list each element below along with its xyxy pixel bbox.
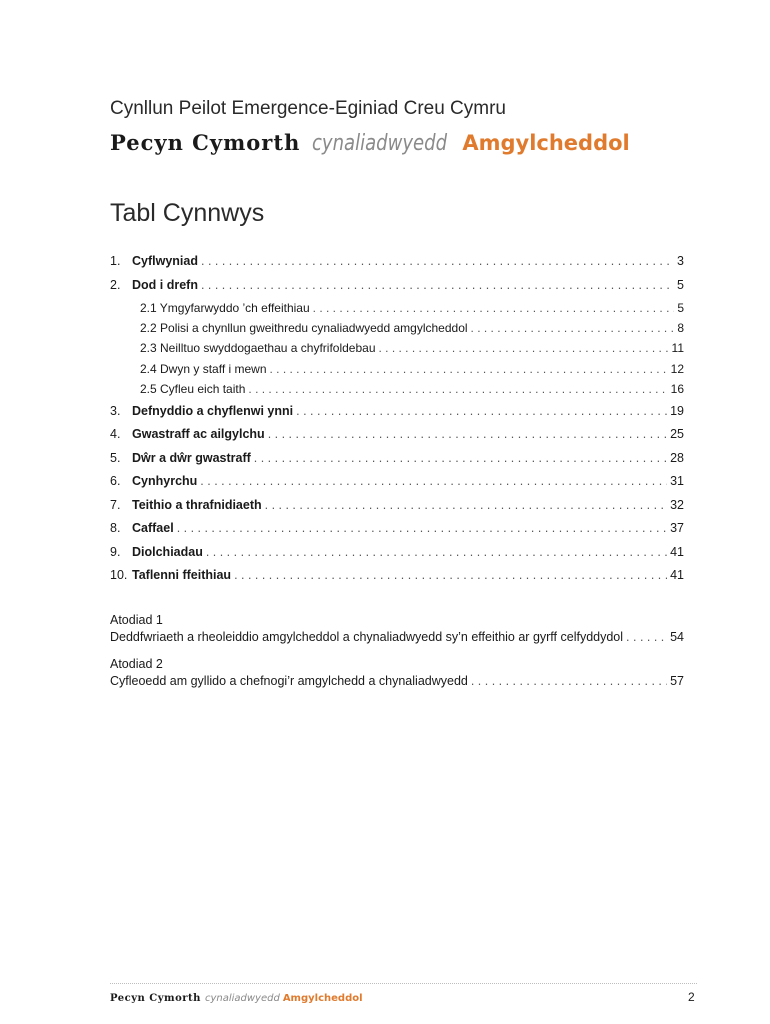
- toc-entry-number: 9.: [110, 544, 121, 559]
- footer-divider: [110, 983, 697, 984]
- toc-leader: [177, 521, 667, 535]
- toc-leader: [206, 545, 667, 559]
- toc-entry-label: Defnyddio a chyflenwi ynni: [132, 403, 294, 418]
- toc-leader: [201, 278, 674, 292]
- toc-entry[interactable]: [110, 404, 684, 428]
- appendix-heading: Atodiad 2: [110, 657, 163, 671]
- toc-entry-page: 19: [670, 403, 684, 418]
- toc-entry[interactable]: [110, 451, 684, 475]
- appendix-page: 57: [670, 674, 684, 688]
- toc-entry-label: Taflenni ffeithiau: [132, 568, 232, 583]
- toc-entry-label: 2.5 Cyfleu eich taith: [140, 381, 246, 396]
- toc-entry-label: 2.1 Ymgyfarwyddo ’ch effeithiau: [140, 301, 310, 315]
- toc-subentry[interactable]: [110, 362, 684, 382]
- toc-leader: [201, 254, 674, 268]
- toc-entry[interactable]: [110, 427, 684, 451]
- brand-part-1: Pecyn Cymorth: [110, 130, 301, 155]
- toc-entry-number: 5.: [110, 450, 121, 465]
- toc-entry[interactable]: [110, 474, 684, 498]
- toc-entry[interactable]: [110, 545, 684, 569]
- brand-title: [110, 130, 630, 156]
- toc-entry[interactable]: [110, 278, 684, 302]
- appendix-label: Cyfleoedd am gyllido a chefnogi’r amgylchedd a chynaliadwyedd: [110, 674, 468, 688]
- toc-entry-label: Cyflwyniad: [132, 254, 198, 268]
- toc-leader: [254, 451, 667, 465]
- toc-leader: [296, 404, 667, 418]
- toc-entry-number: 10.: [110, 568, 128, 583]
- toc-entry-page: 41: [670, 544, 684, 559]
- toc-subentry[interactable]: [110, 301, 684, 321]
- toc-entry-number: 4.: [110, 427, 121, 442]
- toc-entry-label: 2.3 Neilltuo swyddogaethau a chyfrifoldebau: [140, 341, 376, 356]
- toc-entry-page: 3: [677, 254, 684, 268]
- toc-entry-label: Diolchiadau: [132, 544, 203, 559]
- toc-entry-page: 32: [670, 497, 684, 512]
- toc-entry-number: 1.: [110, 254, 121, 268]
- toc-title: Tabl Cynnwys: [110, 199, 265, 227]
- toc-entry-page: 8: [677, 321, 684, 336]
- toc-entry-label: Dod i drefn: [132, 277, 198, 292]
- toc-leader: [234, 568, 667, 582]
- toc-entry-label: Gwastraff ac ailgylchu: [132, 427, 265, 442]
- toc-entry-page: 37: [670, 521, 684, 536]
- toc-leader: [268, 427, 667, 441]
- toc-entry[interactable]: [110, 521, 684, 545]
- appendices: [110, 610, 684, 698]
- page-number: 2: [688, 990, 695, 1004]
- toc-entry-page: 41: [670, 568, 684, 583]
- toc-entry-page: 5: [677, 277, 684, 292]
- toc-leader: [270, 362, 668, 376]
- toc-entry-page: 25: [670, 427, 684, 442]
- toc-leader: [379, 341, 669, 355]
- toc-entry-page: 28: [670, 450, 684, 465]
- toc-entry-label: Dŵr a dŵr gwastraff: [132, 450, 251, 465]
- toc-subentry[interactable]: [110, 382, 684, 402]
- toc-entry-number: 6.: [110, 474, 121, 489]
- toc-subentry[interactable]: [110, 341, 684, 361]
- toc-entry-page: 5: [677, 301, 684, 315]
- toc-entry-page: 16: [670, 381, 684, 396]
- toc-entry-label: 2.2 Polisi a chynllun gweithredu cynaliadwyedd amgylcheddol: [140, 321, 468, 336]
- toc-entry-label: Caffael: [132, 521, 174, 536]
- document-subtitle: Cynllun Peilot Emergence-Eginiad Creu Cymru: [110, 98, 507, 119]
- appendix-heading: Atodiad 1: [110, 613, 163, 627]
- appendix-entry[interactable]: [110, 674, 684, 698]
- brand-part-3: Amgylcheddol: [462, 131, 630, 155]
- toc-leader: [626, 630, 667, 644]
- toc-entry-page: 12: [670, 361, 684, 376]
- toc-entry-number: 2.: [110, 277, 121, 292]
- toc-leader: [313, 301, 675, 315]
- toc-entry-page: 11: [671, 341, 684, 356]
- toc-entry-number: 8.: [110, 521, 121, 536]
- toc-entry-label: Cynhyrchu: [132, 474, 198, 489]
- appendix-entry[interactable]: [110, 630, 684, 654]
- brand-part-2: cynaliadwyedd: [312, 131, 448, 156]
- footer-brand-part-1: Pecyn Cymorth: [110, 993, 201, 1004]
- toc-entry-label: 2.4 Dwyn y staff i mewn: [140, 361, 267, 376]
- toc-leader: [471, 321, 675, 335]
- toc-entry-number: 7.: [110, 497, 121, 512]
- appendix-label: Deddfwriaeth a rheoleiddio amgylcheddol a chynaliadwyedd sy’n effeithio ar gyrff celfyddydol: [110, 630, 624, 644]
- toc-leader: [248, 382, 667, 396]
- footer-brand-part-2: cynaliadwyedd: [204, 993, 280, 1004]
- toc-leader: [471, 674, 667, 688]
- appendix-page: 54: [670, 630, 684, 644]
- footer-brand-part-3: Amgylcheddol: [282, 993, 363, 1004]
- toc-leader: [265, 498, 667, 512]
- toc-entry-page: 31: [670, 474, 684, 489]
- toc-subentry[interactable]: [110, 321, 684, 341]
- toc-entry-label: Teithio a thrafnidiaeth: [132, 497, 262, 512]
- toc-entry[interactable]: [110, 254, 684, 278]
- toc-leader: [200, 474, 667, 488]
- toc-entry[interactable]: [110, 568, 684, 592]
- toc-entry-number: 3.: [110, 403, 121, 418]
- toc-entry[interactable]: [110, 498, 684, 522]
- footer-brand: [110, 993, 363, 1004]
- table-of-contents: [110, 254, 684, 592]
